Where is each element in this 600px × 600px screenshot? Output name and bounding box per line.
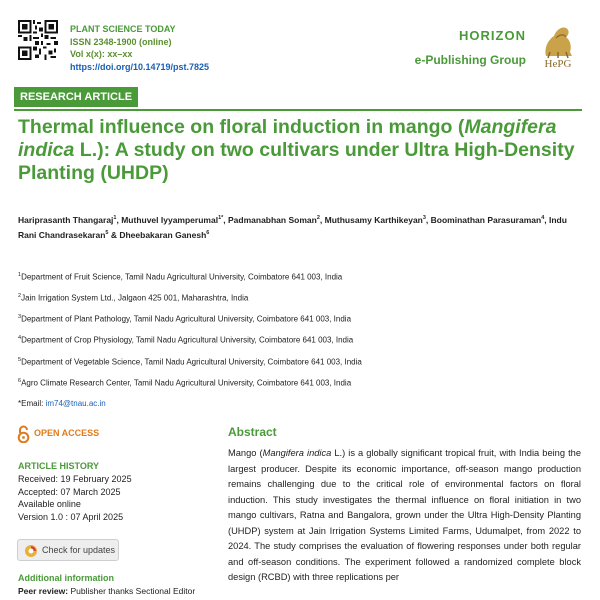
author: Muthusamy Karthikeyan$^3$ bbox=[324, 214, 426, 225]
email-label: *Email: bbox=[18, 399, 44, 408]
affiliation: $^2$Jain Irrigation System Ltd., Jalgaon 425 001, Maharashtra, India bbox=[18, 293, 249, 303]
affiliation: $^4$Department of Crop Physiology, Tamil Nadu Agricultural University, Coimbatore 641 003, India bbox=[18, 335, 354, 346]
abstract-species-italic: Mangifera indica bbox=[262, 448, 332, 458]
affiliation: $^5$Department of Vegetable Science, Tamil Nadu Agricultural University, Coimbatore 641 003, India bbox=[18, 356, 362, 367]
affiliation: $^6$Agro Climate Research Center, Tamil Nadu Agricultural University, Coimbatore 641 003, India bbox=[18, 377, 352, 388]
author: Padmanabhan Soman$^2$ bbox=[228, 214, 320, 225]
author: Muthuvel Iyyamperumal$^{1*}$ bbox=[121, 214, 224, 225]
author: Boominathan Parasuraman$^4$ bbox=[430, 214, 545, 225]
peer-review-note bbox=[18, 586, 195, 596]
affiliation: $^3$Department of Plant Pathology, Tamil Nadu Agricultural University, Coimbatore 641 003, India bbox=[18, 314, 352, 324]
doi-link[interactable]: https://doi.org/10.14719/pst.7825 bbox=[70, 61, 210, 72]
history-line: Accepted: 07 March 2025 bbox=[18, 486, 121, 497]
abstract-text: Mango (Mangifera indica L.) is a globally significant tropical fruit, with India being the largest producer. Despite its economic importance, off-season mango production remains challenging due to the critical role of environmental factors on floral induction. This study investigates the thermal influence on floral initiation in two mango cultivars, Ratna and Bangalora, grown under the Ultra High-Density Planting (UHDP) system at Jain Irrigation Systems Limited Farms, Udumalpet, from 2022 to 2024. The study comprises the evaluation of flowering responses under both regular and off-season conditions. The experiment followed a randomized complete block design (RCBD) with three replications per bbox=[228, 448, 582, 582]
check-for-updates-button[interactable] bbox=[17, 539, 119, 561]
email-link[interactable]: im74@tnau.ac.in bbox=[45, 399, 106, 408]
history-line: Available online bbox=[18, 499, 81, 509]
article-history bbox=[18, 473, 132, 523]
check-updates-icon bbox=[24, 544, 38, 558]
peer-review-text: Publisher thanks Sectional Editor bbox=[70, 586, 196, 596]
journal-issn: ISSN 2348-1900 (online) bbox=[70, 36, 172, 47]
history-line: Received: 19 February 2025 bbox=[18, 474, 132, 484]
journal-name: PLANT SCIENCE TODAY bbox=[70, 24, 176, 34]
publisher-logo-text: HePG bbox=[544, 58, 572, 70]
open-access-lock-icon bbox=[17, 425, 30, 443]
author: Hariprasanth Thangaraj$^1$ bbox=[18, 214, 117, 225]
article-history-heading: ARTICLE HISTORY bbox=[18, 461, 100, 471]
author: Dheebakaran Ganesh$^6$ bbox=[119, 229, 210, 240]
affiliation-list bbox=[18, 266, 362, 393]
publisher-line2: e-Publishing Group bbox=[414, 53, 526, 67]
publisher-line1: HORIZON bbox=[459, 28, 526, 43]
author-list: Hariprasanth Thangaraj$^1$, Muthuvel Iyyamperumal$^{1*}$, Padmanabhan Soman$^2$, Muthusamy Karthikeyan$^3$, Boominathan Parasuraman$^4$, Indu Rani Chandrasekaran$^5$ & Dheebakaran Ganesh$^6$ bbox=[18, 214, 567, 240]
additional-info-heading: Additional information bbox=[18, 573, 114, 583]
qr-code-icon bbox=[18, 20, 58, 60]
abstract-heading: Abstract bbox=[228, 425, 277, 439]
open-access-label: OPEN ACCESS bbox=[34, 428, 100, 438]
peer-review-label: Peer review: bbox=[18, 586, 69, 596]
publisher-name bbox=[415, 28, 526, 68]
check-updates-label: Check for updates bbox=[42, 545, 116, 555]
history-line: Version 1.0 : 07 April 2025 bbox=[18, 511, 124, 522]
author: Indu Rani Chandrasekaran$^5$ bbox=[18, 214, 567, 240]
corresponding-email bbox=[18, 399, 106, 408]
journal-volume: Vol x(x): xx–xx bbox=[70, 49, 133, 59]
article-type-badge: RESEARCH ARTICLE bbox=[14, 87, 138, 107]
journal-info bbox=[70, 23, 209, 73]
affiliation: $^1$Department of Fruit Science, Tamil Nadu Agricultural University, Coimbatore 641 003, India bbox=[18, 272, 343, 282]
article-title: Thermal influence on floral induction in mango (Mangifera indica L.): A study on two cultivars under Ultra High-Density Planting (UHDP) bbox=[18, 116, 575, 184]
header-divider bbox=[14, 109, 582, 111]
species-italic: Mangifera indica bbox=[18, 116, 557, 161]
